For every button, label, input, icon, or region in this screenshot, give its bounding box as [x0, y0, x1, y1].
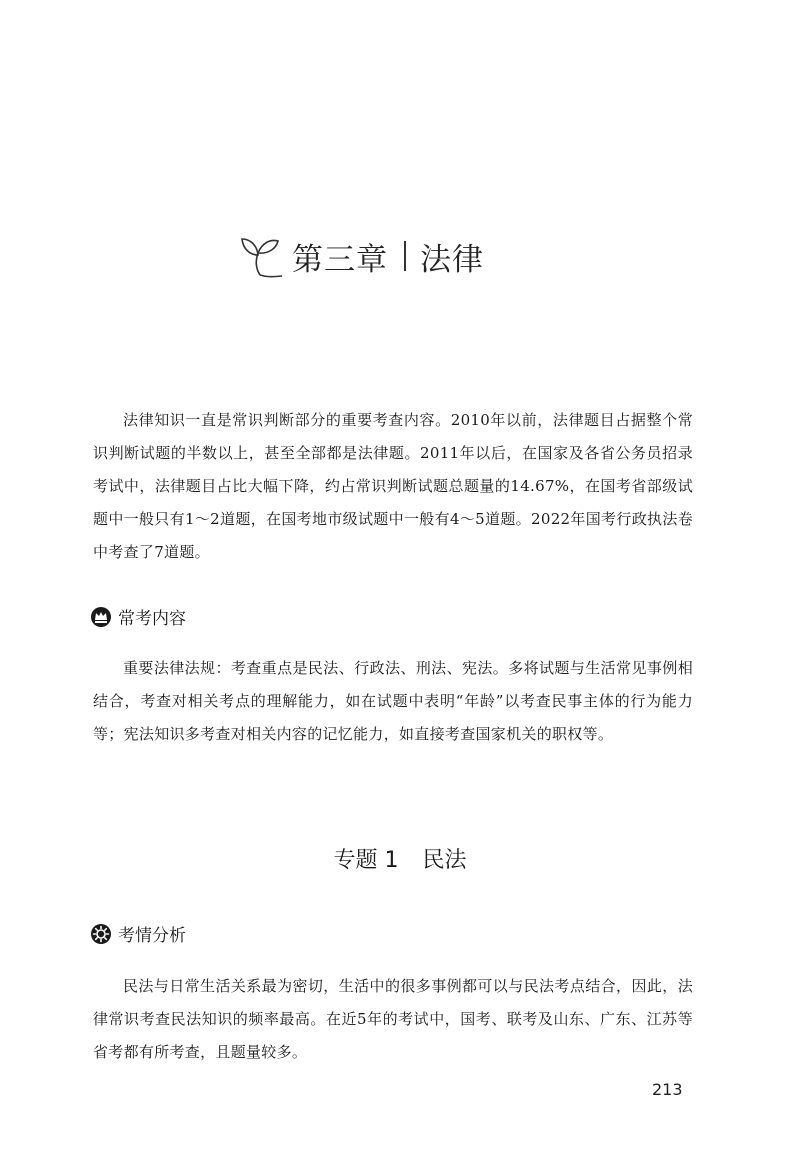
chapter-divider — [404, 241, 406, 271]
sun-gear-icon — [90, 923, 112, 945]
topic-heading — [0, 843, 800, 874]
chapter-number: 第三章 — [292, 241, 388, 278]
intro-paragraph: 法律知识一直是常识判断部分的重要考查内容。2010年以前，法律题目占据整个常识判断试题的半数以上，甚至全部都是法律题。2011年以后，在国家及各省公务员招录考试中，法律题目占比大幅下降，约占常识判断试题总题量的14.67%，在国考省部级试题中一般只有1～2道题，在国考地市级试题中一般有4～5道题。2022年国考行政执法卷中考查了7道题。 — [93, 411, 693, 561]
topic-title: 民法 — [422, 848, 467, 873]
section-title-analysis: 考情分析 — [118, 926, 186, 946]
crown-badge-icon — [90, 606, 112, 628]
analysis-paragraph: 民法与日常生活关系最为密切，生活中的很多事例都可以与民法考点结合，因此，法律常识考查民法知识的频率最高。在近5年的考试中，国考、联考及山东、广东、江苏等省考都有所考查，且题量较多。 — [93, 977, 693, 1061]
chapter-title: 法律 — [420, 241, 484, 278]
page-number: 213 — [652, 1080, 683, 1099]
chapter-heading — [238, 226, 484, 286]
sprout-icon — [238, 231, 290, 281]
topic-number: 专题 1 — [333, 848, 399, 873]
common-content-paragraph: 重要法律法规：考查重点是民法、行政法、刑法、宪法。多将试题与生活常见事例相结合，考查对相关考点的理解能力，如在试题中表明“年龄”以考查民事主体的行为能力等；宪法知识多考查对相关内容的记忆能力，如直接考查国家机关的职权等。 — [93, 659, 693, 743]
section-title-common: 常考内容 — [118, 609, 186, 629]
section-heading-common — [90, 604, 186, 629]
section-heading-analysis — [90, 921, 186, 946]
